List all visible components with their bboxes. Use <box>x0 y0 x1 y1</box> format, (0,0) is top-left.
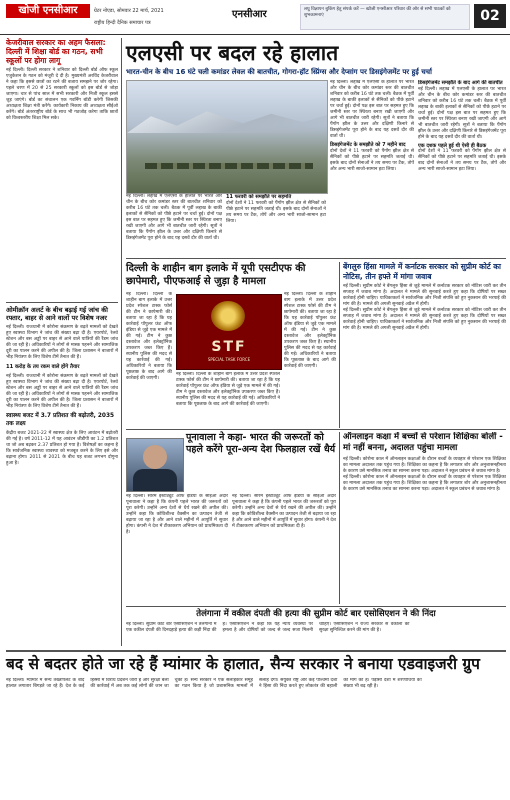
center-story-col-2 <box>176 372 280 426</box>
main-story-col-4 <box>418 80 506 256</box>
column-divider <box>339 262 340 428</box>
stf-label: STF <box>211 339 247 355</box>
main-sidebar-body-2: दोनों देशों ने 11 फरवरी को पैंगोंग झील क्षेत्र से सैनिकों को पीछे हटाने पर सहमति जताई थी। इसके बाद दोनों सेनाओं ने तय समय पर टैंक, तोपें और अन्य भारी साजो-सामान हटा लिया। <box>330 148 414 172</box>
main-right-heading: डिसइंगेजमेंट समझौते के बाद आगे की बातचीत <box>418 80 503 86</box>
center-story-body: नई दिल्ली। दिल्ली के शाहीन बाग इलाके में उत्तर प्रदेश स्पेशल टास्क फोर्स की टीम ने छापेमारी की। बताया जा रहा है कि यह कार्रवाई पॉपुलर फ्रंट ऑफ इंडिया से जुड़े एक मामले में की गई। टीम ने कुछ दस्तावेज और इलेक्ट्रॉनिक उपकरण जब्त किए हैं। स्थानीय पुलिस की मदद से यह कार्रवाई की गई। अधिकारियों ने बताया कि पूछताछ के बाद आगे की कार्रवाई की जाएगी। <box>126 292 172 381</box>
column-divider <box>339 432 340 604</box>
right-story-2-headline: ऑनलाइन कक्षा में बच्चों से परेशान शिक्षिका बोलीं - मां नहीं बनना, अदालत पहुंचा मामला <box>343 432 503 453</box>
masthead-ad-text: लघु विज्ञापन बुकिंग हेतु संपर्क करें — खोजी एनसीआर परिवार की ओर से सभी पाठकों को शुभकामनाएं <box>304 7 451 18</box>
poonawalla-col-2 <box>232 494 336 604</box>
main-right-body: नई दिल्ली। लद्दाख में एलएसी के हालात पर भारत और चीन के बीच कोर कमांडर स्तर की बातचीत शनिवार को करीब 16 घंटे तक चली। बैठक में पूर्वी लद्दाख के बाकी इलाकों से सैनिकों को पीछे हटाने पर चर्चा हुई। दोनों पक्ष इस बात पर सहमत हुए कि जमीनी स्तर पर स्थिरता बनाए रखी जाएगी और आगे भी बातचीत जारी रहेगी। सूत्रों ने बताया कि पैंगोंग झील के उत्तर और दक्षिणी किनारे से डिसइंगेजमेंट पूरा होने के बाद यह दसवें दौर की वार्ता थी। <box>418 86 506 140</box>
mountain-ridge <box>127 109 327 133</box>
bottom-story-body: नई दिल्ली। म्यांमार में सैन्य तख्तापलट के बाद हालात लगातार बिगड़ते जा रहे हैं। देश के कई हिस्सों में विरोध प्रदर्शन जारी हैं और सुरक्षा बलों की कार्रवाई में अब तक कई लोगों की जान जा चुकी है। सैन्य सरकार ने एक सलाहकार समूह का गठन किया है जो प्रशासनिक मामलों में सलाह देगा। संयुक्त राष्ट्र और कई पश्चिमी देशों ने हिंसा की निंदा करते हुए लोकतंत्र की बहाली की मांग की है। पड़ोसी देशों में शरणार्थियों की संख्या भी बढ़ रही है। <box>6 678 422 689</box>
divider <box>126 429 506 430</box>
lawyer-story-body: नई दिल्ली। सुप्रीम कोर्ट बार एसोसिएशन ने तेलंगाना में एक वकील दंपती की दिनदहाड़े हत्या की कड़ी निंदा की है। एसोसिएशन ने कहा कि यह न्याय व्यवस्था पर हमला है और दोषियों को जल्द से जल्द सजा मिलनी चाहिए। एसोसिएशन ने राज्य सरकार से वकीलों की सुरक्षा सुनिश्चित करने की मांग की है। <box>126 622 410 633</box>
bottom-story-body-wrap <box>6 678 506 796</box>
poonawalla-body-cont: नई दिल्ली। सीरम इंस्टीट्यूट ऑफ इंडिया के सीईओ अदार पूनावाला ने कहा है कि कंपनी पहले भारत की जरूरतों को पूरा करेगी। उन्होंने अन्य देशों से धैर्य रखने की अपील की। उन्होंने कहा कि कोविशील्ड वैक्सीन का उत्पादन तेजी से बढ़ाया जा रहा है और आने वाले महीनों में आपूर्ति में सुधार होगा। कंपनी ने देश में टीकाकरण अभियान को प्राथमिकता दी है। <box>232 494 336 529</box>
page-number: 02 <box>474 4 506 28</box>
person-torso <box>133 469 177 491</box>
ladakh-convoy-photo <box>126 80 328 194</box>
left-story-2 <box>6 306 118 646</box>
main-sidebar-heading-2: डिसइंगेजमेंट के समझौते को 7 महीने बाद <box>330 142 406 148</box>
main-right-heading-2: एक दशक पहले हुई थी ऐसी ही बैठक <box>418 142 487 149</box>
divider <box>126 258 506 259</box>
right-story-1-headline: बेंगलुरु हिंसा मामले में कर्नाटक सरकार को सुप्रीम कोर्ट का नोटिस, तीन हफ्ते में मांगा जवाब <box>343 262 501 281</box>
right-story-2-body: नई दिल्ली। कोरोना काल में ऑनलाइन कक्षाओं के दौरान बच्चों के व्यवहार से परेशान एक शिक्षिका का मामला अदालत तक पहुंच गया है। शिक्षिका का कहना है कि लगातार शोर और अनुशासनहीनता के कारण उसे मानसिक तनाव का सामना करना पड़ा। अदालत ने स्कूल प्रबंधन से जवाब मांगा है। <box>343 457 506 474</box>
main-story-body-cont: नई दिल्ली। लद्दाख में एलएसी के हालात पर भारत और चीन के बीच कोर कमांडर स्तर की बातचीत शनिवार को करीब 16 घंटे तक चली। बैठक में पूर्वी लद्दाख के बाकी इलाकों से सैनिकों को पीछे हटाने पर चर्चा हुई। दोनों पक्ष इस बात पर सहमत हुए कि जमीनी स्तर पर स्थिरता बनाए रखी जाएगी और आगे भी बातचीत जारी रहेगी। सूत्रों ने बताया कि पैंगोंग झील के उत्तर और दक्षिणी किनारे से डिसइंगेजमेंट पूरा होने के बाद यह दसवें दौर की वार्ता थी। <box>330 80 414 139</box>
right-story-1 <box>343 262 506 428</box>
masthead <box>0 0 510 35</box>
poonawalla-body: नई दिल्ली। सीरम इंस्टीट्यूट ऑफ इंडिया के सीईओ अदार पूनावाला ने कहा है कि कंपनी पहले भारत की जरूरतों को पूरा करेगी। उन्होंने अन्य देशों से धैर्य रखने की अपील की। उन्होंने कहा कि कोविशील्ड वैक्सीन का उत्पादन तेजी से बढ़ाया जा रहा है और आने वाले महीनों में आपूर्ति में सुधार होगा। कंपनी ने देश में टीकाकरण अभियान को प्राथमिकता दी है। <box>126 494 228 535</box>
center-story-body-cont: नई दिल्ली। दिल्ली के शाहीन बाग इलाके में उत्तर प्रदेश स्पेशल टास्क फोर्स की टीम ने छापेमारी की। बताया जा रहा है कि यह कार्रवाई पॉपुलर फ्रंट ऑफ इंडिया से जुड़े एक मामले में की गई। टीम ने कुछ दस्तावेज और इलेक्ट्रॉनिक उपकरण जब्त किए हैं। स्थानीय पुलिस की मदद से यह कार्रवाई की गई। अधिकारियों ने बताया कि पूछताछ के बाद आगे की कार्रवाई की जाएगी। <box>284 292 336 369</box>
left-story-2-subheading-2: स्वास्थ्य बजट में 3.7 प्रतिशत की बढ़ोतरी, 2035 तक लक्ष्य <box>6 413 115 427</box>
masthead-ad <box>300 4 470 30</box>
left-story-2-body-extra: नई दिल्ली। राजधानी में कोरोना संक्रमण के बढ़ते मामलों को देखते हुए स्वास्थ्य विभाग ने जांच की संख्या बढ़ा दी है। एयरपोर्ट, रेलवे स्टेशन और बस अड्डों पर बाहर से आने वाले यात्रियों की रैंडम जांच की जा रही है। अधिकारियों ने लोगों से मास्क पहनने और सामाजिक दूरी का पालन करने की अपील की है। जिला प्रशासन ने बाजारों में भीड़ नियंत्रण के लिए विशेष टीमें तैनात की हैं। <box>6 374 118 409</box>
center-story-col-3 <box>284 292 336 426</box>
column-divider <box>121 38 122 646</box>
right-story-2 <box>343 432 506 604</box>
newspaper-logo: खोजी एनसीआर <box>6 4 90 18</box>
dateline: ग्रेटर नोएडा, सोमवार 22 मार्च, 2021 <box>94 8 164 14</box>
poonawalla-col-1 <box>126 494 228 604</box>
left-story-2-headline: ओमीक्रॉन अलर्ट के बीच बढ़ाई गई जांच की रफ्तार, बाहर से आने वालों पर विशेष नजर <box>6 306 108 322</box>
main-right-body-2: दोनों देशों ने 11 फरवरी को पैंगोंग झील क्षेत्र से सैनिकों को पीछे हटाने पर सहमति जताई थी। इसके बाद दोनों सेनाओं ने तय समय पर टैंक, तोपें और अन्य भारी साजो-सामान हटा लिया। <box>418 149 506 172</box>
left-story-2-body: नई दिल्ली। राजधानी में कोरोना संक्रमण के बढ़ते मामलों को देखते हुए स्वास्थ्य विभाग ने जांच की संख्या बढ़ा दी है। एयरपोर्ट, रेलवे स्टेशन और बस अड्डों पर बाहर से आने वाले यात्रियों की रैंडम जांच की जा रही है। अधिकारियों ने लोगों से मास्क पहनने और सामाजिक दूरी का पालन करने की अपील की है। जिला प्रशासन ने बाजारों में भीड़ नियंत्रण के लिए विशेष टीमें तैनात की हैं। <box>6 325 118 360</box>
bottom-story-headline: बद से बदतर होते जा रहे हैं म्यांमार के हालात, सैन्य सरकार ने बनाया एडवाइजरी ग्रुप <box>6 655 480 673</box>
army-convoy <box>145 163 313 169</box>
lawyer-story-headline: तेलंगाना में वकील दंपती की हत्या की सुप्रीम कोर्ट बार एसोसिएशन ने की निंदा <box>196 609 436 619</box>
stf-emblem-icon <box>211 301 245 331</box>
main-story-body: नई दिल्ली। लद्दाख में एलएसी के हालात पर भारत और चीन के बीच कोर कमांडर स्तर की बातचीत शनिवार को करीब 16 घंटे तक चली। बैठक में पूर्वी लद्दाख के बाकी इलाकों से सैनिकों को पीछे हटाने पर चर्चा हुई। दोनों पक्ष इस बात पर सहमत हुए कि जमीनी स्तर पर स्थिरता बनाए रखी जाएगी और आगे भी बातचीत जारी रहेगी। सूत्रों ने बताया कि पैंगोंग झील के उत्तर और दक्षिणी किनारे से डिसइंगेजमेंट पूरा होने के बाद यह दसवें दौर की वार्ता थी। <box>126 194 222 241</box>
center-story-col-1 <box>126 292 172 426</box>
left-story-1-body: नई दिल्ली। दिल्ली सरकार ने शनिवार को दिल्ली बोर्ड ऑफ स्कूल एजुकेशन के गठन को मंजूरी दे दी है। मुख्यमंत्री अरविंद केजरीवाल ने कहा कि इससे छात्रों का रटने की बजाय समझने पर जोर रहेगा। पहले चरण में 20 से 25 सरकारी स्कूलों को इस बोर्ड से जोड़ा जाएगा। चार से पांच साल में सभी सरकारी और निजी स्कूल इससे जुड़ जाएंगे। बोर्ड का संचालन एक गवर्निंग बॉडी करेगी जिसकी अध्यक्षता शिक्षा मंत्री करेंगे। कार्यकारी निकाय की अध्यक्षता सीईओ करेंगे। बोर्ड अंतरराष्ट्रीय बोर्ड के साथ भी गठजोड़ करेगा ताकि छात्रों को विश्वस्तरीय शिक्षा मिल सके। <box>6 68 118 121</box>
main-story-col-3 <box>330 80 414 256</box>
poonawalla-photo <box>126 438 184 492</box>
center-story-headline: दिल्ली के शाहीन बाग इलाके में यूपी एसटीएफ की छापेमारी, पीएफआई से जुड़ा है मामला <box>126 263 306 287</box>
left-story-1 <box>6 38 118 300</box>
stf-logo-image <box>176 294 282 370</box>
main-sidebar-body: दोनों देशों ने 11 फरवरी को पैंगोंग झील क्षेत्र से सैनिकों को पीछे हटाने पर सहमति जताई थी। इसके बाद दोनों सेनाओं ने तय समय पर टैंक, तोपें और अन्य भारी साजो-सामान हटा लिया। <box>226 200 326 224</box>
section-name: एनसीआर <box>232 9 267 20</box>
tagline: राष्ट्रीय हिन्दी दैनिक समाचार पत्र <box>94 20 151 26</box>
poonawalla-headline: पूनावाला ने कहा- भारत की जरूरतों को पहले करेंगे पूरा-अन्य देश फिलहाल रखें धैर्य <box>186 432 336 455</box>
stf-sublabel: SPECIAL TASK FORCE <box>207 357 251 362</box>
main-headline: एलएसी पर बदल रहे हालात <box>126 41 339 65</box>
divider <box>6 650 506 652</box>
divider <box>6 302 118 303</box>
right-story-1-body: नई दिल्ली। सुप्रीम कोर्ट ने बेंगलुरु हिंसा से जुड़े मामले में कर्नाटक सरकार को नोटिस जारी कर तीन सप्ताह में जवाब मांगा है। अदालत ने मामले की सुनवाई करते हुए कहा कि दोषियों पर सख्त कार्रवाई होनी चाहिए। याचिकाकर्ता ने सार्वजनिक और निजी संपत्ति को हुए नुकसान की भरपाई की मांग की है। मामले की अगली सुनवाई अप्रैल में होगी। <box>343 284 506 307</box>
person-head <box>143 445 167 469</box>
lawyer-story-body-wrap <box>126 622 506 648</box>
divider <box>126 606 506 607</box>
right-story-2-body-cont: नई दिल्ली। कोरोना काल में ऑनलाइन कक्षाओं के दौरान बच्चों के व्यवहार से परेशान एक शिक्षिका का मामला अदालत तक पहुंच गया है। शिक्षिका का कहना है कि लगातार शोर और अनुशासनहीनता के कारण उसे मानसिक तनाव का सामना करना पड़ा। अदालत ने स्कूल प्रबंधन से जवाब मांगा है। <box>343 475 506 492</box>
center-story-body-lower: नई दिल्ली। दिल्ली के शाहीन बाग इलाके में उत्तर प्रदेश स्पेशल टास्क फोर्स की टीम ने छापेमारी की। बताया जा रहा है कि यह कार्रवाई पॉपुलर फ्रंट ऑफ इंडिया से जुड़े एक मामले में की गई। टीम ने कुछ दस्तावेज और इलेक्ट्रॉनिक उपकरण जब्त किए हैं। स्थानीय पुलिस की मदद से यह कार्रवाई की गई। अधिकारियों ने बताया कि पूछताछ के बाद आगे की कार्रवाई की जाएगी। <box>176 372 280 407</box>
main-story-col-2 <box>226 194 326 256</box>
main-story-col-1 <box>126 194 222 256</box>
left-story-1-headline: केजरीवाल सरकार का अहम फैसला: दिल्ली में शिक्षा बोर्ड का गठन, सभी स्कूलों पर होगा लागू <box>6 38 106 65</box>
right-story-1-body-cont: नई दिल्ली। सुप्रीम कोर्ट ने बेंगलुरु हिंसा से जुड़े मामले में कर्नाटक सरकार को नोटिस जारी कर तीन सप्ताह में जवाब मांगा है। अदालत ने मामले की सुनवाई करते हुए कहा कि दोषियों पर सख्त कार्रवाई होनी चाहिए। याचिकाकर्ता ने सार्वजनिक और निजी संपत्ति को हुए नुकसान की भरपाई की मांग की है। मामले की अगली सुनवाई अप्रैल में होगी। <box>343 308 506 331</box>
main-subheadline: भारत-चीन के बीच 16 घंटे चली कमांडर लेवल की बातचीत, गोगरा-हॉट स्प्रिंग्स और देप्सांग पर डिसइंगेजमेंट पर हुई चर्चा <box>126 68 432 76</box>
main-sidebar-heading: 11 फरवरी को समझौते पर सहमति <box>226 194 292 200</box>
left-story-2-subheading: 11 करोड़ के तय रकम वाले होंगे तैयार <box>6 364 80 370</box>
left-story-2-body-2: केंद्रीय बजट 2021-22 में स्वास्थ्य क्षेत्र के लिए आवंटन में बढ़ोतरी की गई है। वर्ष 2011-12 में यह आवंटन जीडीपी का 1.2 प्रतिशत था जो अब बढ़कर 2.37 प्रतिशत हो गया है। विशेषज्ञों का कहना है कि सार्वजनिक स्वास्थ्य व्यवस्था को मजबूत करने के लिए इसे और बढ़ाना होगा। 2011 से 2021 के बीच यह बजट लगभग दोगुना हुआ है। <box>6 431 118 466</box>
